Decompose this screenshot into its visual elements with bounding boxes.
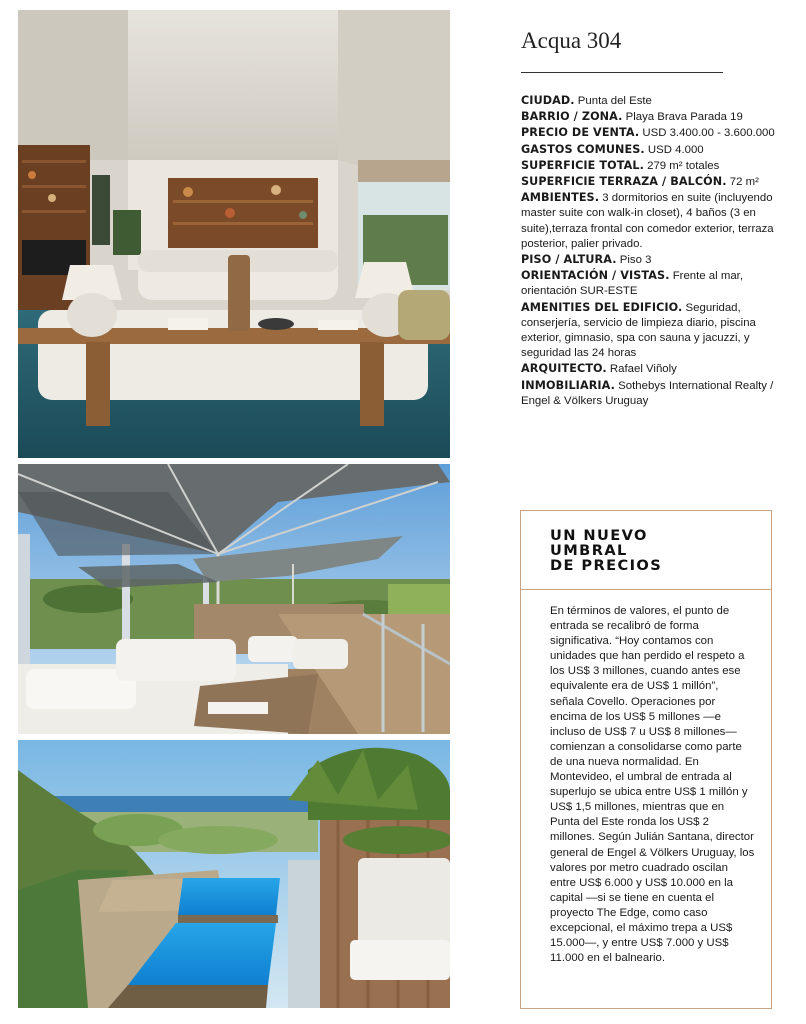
spec-value: Frente al mar, orientación SUR-ESTE [521,270,743,298]
spec-label: AMBIENTES. [521,191,600,205]
spec-item [521,109,799,125]
spec-label: SUPERFICIE TERRAZA / BALCÓN. [521,175,727,189]
spec-label: SUPERFICIE TOTAL. [521,158,644,172]
spec-label: PRECIO DE VENTA. [521,126,640,140]
sidebar-heading [550,528,771,573]
spec-item [521,93,799,109]
spec-label: PISO / ALTURA. [521,253,617,267]
sidebar-body-box [520,589,772,1009]
spec-value: 3 dormitorios en suite (incluyendo master suite con walk-in closet), 4 baños (3 en suite),terraza frontal con comedor exterior, terraza posterior, palier privado. [521,192,774,250]
living-room-photo [18,10,450,458]
spec-item [521,300,799,362]
spec-value: 279 m² totales [643,159,720,172]
spec-value: 72 m² [726,176,759,189]
spec-value: USD 3.400.00 - 3.600.000 [639,127,775,140]
spec-label: BARRIO / ZONA. [521,110,623,124]
terrace-photo [18,464,450,734]
spec-item [521,142,799,158]
sidebar-heading-line: DE PRECIOS [550,557,663,574]
spec-label: CIUDAD. [521,94,575,107]
spec-item [521,190,799,252]
spec-value: Seguridad, conserjería, servicio de limpieza diario, piscina exterior, gimnasio, spa con sauna y jacuzzi, y seguridad las 24 horas [521,301,756,360]
spec-item [521,174,799,190]
spec-value: Piso 3 [616,254,652,267]
spec-item [521,268,799,299]
spec-label: AMENITIES DEL EDIFICIO. [521,300,683,314]
spec-item [521,361,799,377]
spec-label: INMOBILIARIA. [521,378,616,392]
sidebar-heading-box [520,510,772,590]
spec-value: Sothebys International Realty / Engel & Völkers Uruguay [521,379,774,407]
sidebar-heading-line: UN NUEVO [550,527,648,544]
spec-list [521,93,799,409]
pool-photo [18,740,450,1008]
spec-label: GASTOS COMUNES. [521,142,645,156]
listing-title: Acqua 304 [521,28,622,53]
spec-label: ORIENTACIÓN / VISTAS. [521,269,670,283]
spec-item [521,378,799,409]
spec-item [521,158,799,174]
spec-value: USD 4.000 [644,143,704,156]
spec-item [521,125,799,141]
spec-value: Playa Brava Parada 19 [622,111,743,124]
spec-item [521,252,799,268]
spec-label: ARQUITECTO. [521,362,607,376]
sidebar-paragraph: En términos de valores, el punto de entrada se recalibró de forma significativa. “Hoy contamos con unidades que han perdido el respeto a los US$ 3 millones, cuando antes ese equivalente era de US$ 1 millón”, señala Covello. Operaciones por encima de los US$ 5 millones —e incluso de US$ 7 u US$ 8 millones— comienzan a consolidarse como parte de una nueva normalidad. En Montevideo, el umbral de entrada al superlujo se ubica entre US$ 1 millón y US$ 1,5 millones, mientras que en Punta del Este ronda los US$ 2 millones. Según Julián Santana, director general de Engel & Völkers Uruguay, los valores por metro cuadrado oscilan entre US$ 6.000 y US$ 10.000 en la capital —si se tiene en cuenta el proyecto The Edge, como caso excepcional, el máximo trepa a US$ 15.000—, y entre US$ 7.000 y US$ 11.000 en el balneario. [550,605,755,965]
spec-value: Punta del Este [574,95,652,107]
sidebar-heading-line: UMBRAL [550,542,628,559]
spec-value: Rafael Viñoly [606,363,677,376]
title-divider [521,72,723,73]
